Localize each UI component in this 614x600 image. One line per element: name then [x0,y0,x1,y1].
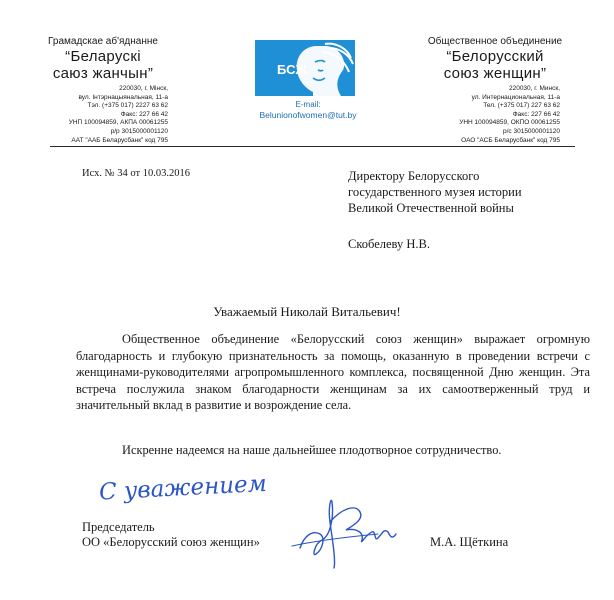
org-name-belarusian-line2: саюз жанчын” [52,65,154,82]
address-belarusian [38,85,168,145]
address-line: р/с 3015000001120 [503,127,560,135]
org-name-russian-line2: союз женщин” [443,65,547,82]
org-type-russian: Общественное объединение [427,36,563,47]
body-paragraph: Общественное объединение «Белорусский союз женщин» выражает огромную благодарность и глубокую признательность за помощь, оказанную в проведении встречи с женщинами-руководителями агропромышленного комплекса, посвященной Дню женщин. Эта встреча послужила знаком благодарности женщинам за их самоотверженный труд и значительный вклад в развитие и возрождение села. [76,332,590,412]
signatory-title [82,520,260,550]
address-line: УНП 100094859, АКПА 00061255 [68,119,168,127]
address-line: УНН 100094859, ОКПО 00061255 [459,119,560,127]
salutation: Уважаемый Николай Витальевич! [213,304,401,319]
organization-logo [255,40,355,96]
address-russian [430,85,560,145]
org-name-belarusian-line1: “Беларускі [65,48,141,65]
org-type-belarusian: Грамадскае аб'яднанне [48,36,158,47]
recipient-line: Директору Белорусского [348,169,480,183]
letterhead-right [400,36,590,145]
handwritten-closing-text: С уважением [98,470,268,506]
handwritten-closing [97,468,277,506]
letterhead-left [8,36,198,145]
handwritten-signature [286,488,406,570]
email-label: E-mail: [295,100,321,109]
address-line: ОАО "АСБ Беларусбанк" код 795 [461,136,560,144]
signatory-position: Председатель [82,520,155,534]
recipient-block [348,168,522,216]
outgoing-reference: Исх. № 34 от 10.03.2016 [82,168,190,179]
email-address[interactable]: Belunionofwomen@tut.by [259,110,357,120]
recipient-line: Великой Отечественной войны [348,201,514,215]
address-line: 220030, г. Минск, [508,85,560,92]
org-name-russian-line1: “Белорусский [446,48,544,65]
signatory-organization: ОО «Белорусский союз женщин» [82,535,260,549]
logo-monogram: БСЖ [277,62,308,77]
address-line: Факс: 227 66 42 [512,110,560,118]
logo-face-icon [255,40,355,96]
body-paragraph: Искренне надеемся на наше дальнейшее плодотворное сотрудничество. [122,443,502,457]
address-line: р/р 3015000001120 [110,127,168,135]
address-line: ААТ "ААБ Беларусбанк" код 795 [71,136,168,144]
address-line: Факс: 227 66 42 [120,110,168,118]
address-line: Тел. (+375 017) 227 63 62 [483,102,560,110]
address-line: вул. Інтэрнацыянальная, 11-а [78,93,168,101]
signatory-name: М.А. Щёткина [430,535,509,549]
address-line: 220030, г. Мінск, [119,85,168,92]
recipient-name: Скобелеву Н.В. [348,237,431,251]
address-line: ул. Интернациональная, 11-а [471,93,560,101]
recipient-line: государственного музея истории [348,185,522,199]
letterhead-divider [50,146,575,147]
address-line: Тэл. (+375 017) 2227 63 62 [87,102,168,110]
